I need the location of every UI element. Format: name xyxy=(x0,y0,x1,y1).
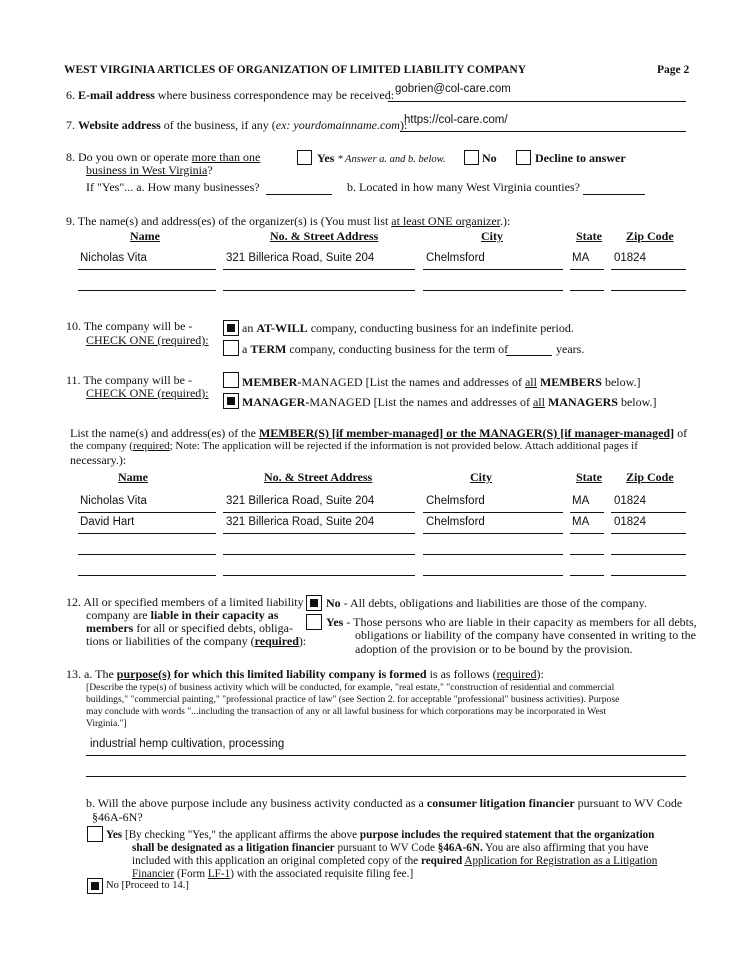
list-col-street: No. & Street Address xyxy=(264,470,373,484)
q13-desc3: may conclude with words "...including the transaction of any or all lawful business for which corporations may be incorporated in West xyxy=(86,706,607,717)
q8-yes-label: Yes * Answer a. and b. below. xyxy=(317,151,446,165)
q8b-label: b. Located in how many West Virginia counties? xyxy=(347,180,580,194)
purpose-field[interactable]: industrial hemp cultivation, processing xyxy=(90,738,285,750)
q13-desc2: buildings," "commercial painting," "professional practice of law" (see Section 2. for acceptable "professional" business activities). Purpose xyxy=(86,694,620,705)
q12-label2: company are liable in their capacity as xyxy=(86,608,279,622)
website-field[interactable]: https://col-care.com/ xyxy=(404,114,508,126)
organizer-name[interactable]: Nicholas Vita xyxy=(80,252,147,264)
list-instructions-line3: necessary.): xyxy=(70,453,127,467)
organizer-street[interactable]: 321 Billerica Road, Suite 204 xyxy=(226,252,375,264)
q13b-label1: b. Will the above purpose include any business activity conducted as a consumer litigation financier pursuant to WV Code xyxy=(86,796,683,810)
q8a-label: If "Yes"... a. How many businesses? xyxy=(86,180,260,194)
manager-city[interactable]: Chelmsford xyxy=(426,516,485,528)
q8-no-label: No xyxy=(482,151,497,165)
organizer-zip[interactable]: 01824 xyxy=(614,252,646,264)
term-label: a TERM company, conducting business for the term of xyxy=(242,342,509,356)
q8a-input-line[interactable] xyxy=(266,194,332,195)
q11-label1: 11. The company will be - xyxy=(66,373,192,387)
q9-col-name: Name xyxy=(130,229,160,243)
q12-yes-text3: adoption of the provision or to be bound by the provision. xyxy=(355,642,633,656)
q13b-no-label: No [Proceed to 14.] xyxy=(106,880,189,891)
q11-label2: CHECK ONE (required): xyxy=(86,386,209,400)
manager-street[interactable]: 321 Billerica Road, Suite 204 xyxy=(226,516,375,528)
q12-label4: tions or liabilities of the company (required): xyxy=(86,634,307,648)
q9-col-state: State xyxy=(576,229,602,243)
term-years-label: years. xyxy=(556,342,585,356)
q6-label: 6. E-mail address where business correspondence may be received: xyxy=(66,88,395,102)
q13-desc4: Virginia."] xyxy=(86,718,127,729)
q13b-yes-text1: Yes [By checking "Yes," the applicant affirms the above purpose includes the required statement that the organization xyxy=(106,829,655,841)
q9-label: 9. The name(s) and address(es) of the organizer(s) is (You must list at least ONE organizer.): xyxy=(66,214,511,228)
manager-zip[interactable]: 01824 xyxy=(614,516,646,528)
q8-label-line1: 8. Do you own or operate more than one xyxy=(66,150,261,164)
term-years-input[interactable] xyxy=(506,355,552,356)
q13-desc1: [Describe the type(s) of business activity which will be conducted, for example, "real estate," "construction of residential and commercial xyxy=(86,682,615,693)
member-managed-label: MEMBER-MANAGED [List the names and addresses of all MEMBERS below.] xyxy=(242,375,641,389)
q8-decline-label: Decline to answer xyxy=(535,151,626,165)
list-instructions-line1: List the name(s) and address(es) of the MEMBER(S) [if member-managed] or the MANAGER(S) [if manager-managed] of xyxy=(70,426,688,440)
organizer-city[interactable]: Chelmsford xyxy=(426,252,485,264)
manager-name[interactable]: David Hart xyxy=(80,516,135,528)
q12-no-checkbox[interactable] xyxy=(306,595,322,611)
list-col-name: Name xyxy=(118,470,148,484)
organizer-state[interactable]: MA xyxy=(572,252,590,264)
q8-label-line2: business in West Virginia? xyxy=(86,163,213,177)
manager-city[interactable]: Chelmsford xyxy=(426,495,485,507)
form-title: WEST VIRGINIA ARTICLES OF ORGANIZATION OF LIMITED LIABILITY COMPANY xyxy=(64,64,527,76)
q12-yes-checkbox[interactable] xyxy=(306,614,322,630)
list-col-state: State xyxy=(576,470,602,484)
q13b-yes-text3: included with this application an original completed copy of the required Application for Registration as a Litigation xyxy=(132,855,658,867)
manager-state[interactable]: MA xyxy=(572,495,590,507)
q12-yes-text2: obligations or liability of the company have consented in writing to the xyxy=(355,628,696,642)
q9-col-city: City xyxy=(481,229,503,243)
q13b-no-checkbox[interactable] xyxy=(87,878,103,894)
q7-label: 7. Website address of the business, if any (ex: yourdomainname.com): xyxy=(66,118,408,132)
manager-zip[interactable]: 01824 xyxy=(614,495,646,507)
list-col-city: City xyxy=(470,470,492,484)
q8b-input-line[interactable] xyxy=(583,194,645,195)
website-underline xyxy=(400,131,686,132)
q13a-label: 13. a. The purpose(s) for which this limited liability company is formed is as follows (required): xyxy=(66,667,544,681)
atwill-checkbox[interactable] xyxy=(223,320,239,336)
q12-yes-label: Yes - Those persons who are liable in their capacity as members for all debts, xyxy=(326,615,697,629)
manager-managed-checkbox[interactable] xyxy=(223,393,239,409)
q10-label2: CHECK ONE (required): xyxy=(86,333,209,347)
q13b-label2: §46A-6N? xyxy=(92,810,143,824)
q10-label1: 10. The company will be - xyxy=(66,319,193,333)
q13b-yes-text4: Financier (Form LF-1) with the associated requisite filing fee.] xyxy=(132,868,414,880)
member-managed-checkbox[interactable] xyxy=(223,372,239,388)
q12-label1: 12. All or specified members of a limited liability xyxy=(66,595,304,609)
list-col-zip: Zip Code xyxy=(626,470,674,484)
email-underline xyxy=(388,101,686,102)
manager-managed-label: MANAGER-MANAGED [List the names and addresses of all MANAGERS below.] xyxy=(242,395,657,409)
atwill-label: an AT-WILL company, conducting business for an indefinite period. xyxy=(242,321,574,335)
purpose-line-2 xyxy=(86,776,686,777)
q8-yes-checkbox[interactable] xyxy=(297,150,312,165)
q8-no-checkbox[interactable] xyxy=(464,150,479,165)
list-instructions-line2: the company (required; Note: The application will be rejected if the information is not provided below. Attach additional pages if xyxy=(70,440,638,452)
q9-col-zip: Zip Code xyxy=(626,229,674,243)
q13b-yes-checkbox[interactable] xyxy=(87,826,103,842)
purpose-line-1 xyxy=(86,755,686,756)
manager-name[interactable]: Nicholas Vita xyxy=(80,495,147,507)
email-field[interactable]: gobrien@col-care.com xyxy=(395,83,511,95)
term-checkbox[interactable] xyxy=(223,340,239,356)
q13b-yes-text2: shall be designated as a litigation financier pursuant to WV Code §46A-6N. You are also affirming that you have xyxy=(132,842,649,854)
q8-decline-checkbox[interactable] xyxy=(516,150,531,165)
q12-label3: members for all or specified debts, obliga- xyxy=(86,621,293,635)
q9-col-street: No. & Street Address xyxy=(270,229,379,243)
page-number: Page 2 xyxy=(657,64,690,76)
manager-state[interactable]: MA xyxy=(572,516,590,528)
manager-street[interactable]: 321 Billerica Road, Suite 204 xyxy=(226,495,375,507)
q12-no-label: No - All debts, obligations and liabilities are those of the company. xyxy=(326,596,647,610)
